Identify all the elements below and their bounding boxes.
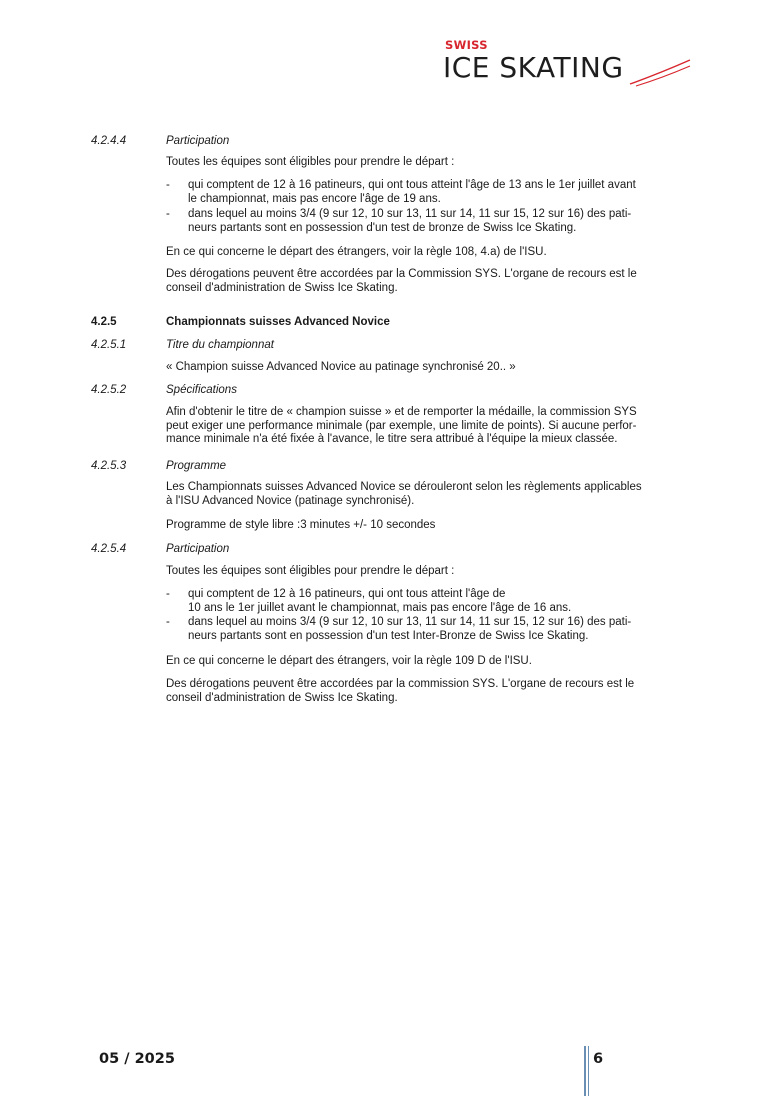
paragraph-line: Les Championnats suisses Advanced Novice se dérouleront selon les règlements applicables bbox=[166, 481, 642, 493]
paragraph bbox=[166, 406, 706, 447]
paragraph: Programme de style libre :3 minutes +/- 10 secondes bbox=[166, 519, 436, 531]
section-heading: Championnats suisses Advanced Novice bbox=[166, 316, 390, 328]
paragraph-line: peut exiger une performance minimale (par exemple, une limite de points). Si aucune perfor- bbox=[166, 419, 637, 432]
list-item-line: qui comptent de 12 à 16 patineurs, qui ont tous atteint l'âge de 13 ans le 1er juillet avant bbox=[188, 179, 636, 191]
list-item-line: dans lequel au moins 3/4 (9 sur 12, 10 sur 13, 11 sur 14, 11 sur 15, 12 sur 16) des pati- bbox=[188, 208, 632, 220]
logo-main-text: ICE SKATING bbox=[443, 51, 624, 84]
paragraph-line: conseil d'administration de Swiss Ice Skating. bbox=[166, 281, 398, 294]
footer-divider bbox=[588, 1046, 589, 1096]
paragraph-line: conseil d'administration de Swiss Ice Skating. bbox=[166, 691, 398, 704]
footer-divider bbox=[584, 1046, 586, 1096]
list-item-line: dans lequel au moins 3/4 (9 sur 12, 10 sur 13, 11 sur 14, 11 sur 15, 12 sur 16) des pati- bbox=[188, 616, 632, 628]
paragraph: Toutes les équipes sont éligibles pour prendre le départ : bbox=[166, 156, 455, 168]
logo-top-text: SWISS bbox=[445, 38, 488, 52]
paragraph: En ce qui concerne le départ des étrangers, voir la règle 109 D de l'ISU. bbox=[166, 655, 532, 667]
paragraph: « Champion suisse Advanced Novice au patinage synchronisé 20.. » bbox=[166, 361, 516, 373]
section-number: 4.2.5.3 bbox=[91, 460, 127, 472]
bullet-dash: - bbox=[166, 208, 170, 220]
paragraph bbox=[166, 268, 706, 295]
list-item-line: neurs partants sont en possession d'un test de bronze de Swiss Ice Skating. bbox=[188, 221, 577, 234]
list-item-line: 10 ans le 1er juillet avant le championnat, mais pas encore l'âge de 16 ans. bbox=[188, 601, 572, 614]
section-number: 4.2.4.4 bbox=[91, 135, 127, 147]
paragraph bbox=[166, 678, 706, 705]
list-item-line: le championnat, mais pas encore l'âge de 19 ans. bbox=[188, 192, 441, 205]
paragraph-line: à l'ISU Advanced Novice (patinage synchronisé). bbox=[166, 494, 415, 507]
section-heading: Participation bbox=[166, 135, 230, 147]
bullet-dash: - bbox=[166, 588, 170, 600]
paragraph-line: mance minimale n'a été fixée à l'avance, le titre sera attribué à l'équipe la mieux classée. bbox=[166, 433, 618, 445]
section-number: 4.2.5.4 bbox=[91, 543, 127, 555]
section-heading: Titre du championnat bbox=[166, 339, 274, 351]
paragraph: En ce qui concerne le départ des étrangers, voir la règle 108, 4.a) de l'ISU. bbox=[166, 246, 547, 258]
section-heading: Participation bbox=[166, 543, 230, 555]
logo-swoosh-icon bbox=[628, 58, 692, 88]
footer-date: 05 / 2025 bbox=[99, 1051, 175, 1067]
paragraph bbox=[166, 481, 706, 508]
paragraph-line: Des dérogations peuvent être accordées par la commission SYS. L'organe de recours est le bbox=[166, 678, 635, 690]
section-number: 4.2.5 bbox=[91, 316, 117, 328]
section-number: 4.2.5.2 bbox=[91, 384, 127, 396]
paragraph-line: Afin d'obtenir le titre de « champion suisse » et de remporter la médaille, la commission SYS bbox=[166, 406, 637, 418]
section-number: 4.2.5.1 bbox=[91, 339, 127, 351]
list-item-line: neurs partants sont en possession d'un test Inter-Bronze de Swiss Ice Skating. bbox=[188, 629, 589, 642]
paragraph-line: Des dérogations peuvent être accordées par la Commission SYS. L'organe de recours est le bbox=[166, 268, 637, 280]
bullet-dash: - bbox=[166, 616, 170, 628]
section-heading: Spécifications bbox=[166, 384, 237, 396]
section-heading: Programme bbox=[166, 460, 227, 472]
bullet-dash: - bbox=[166, 179, 170, 191]
list-item-line: qui comptent de 12 à 16 patineurs, qui ont tous atteint l'âge de bbox=[188, 588, 506, 600]
page-number: 6 bbox=[593, 1051, 604, 1067]
swiss-ice-skating-logo bbox=[443, 38, 693, 98]
paragraph: Toutes les équipes sont éligibles pour prendre le départ : bbox=[166, 565, 455, 577]
